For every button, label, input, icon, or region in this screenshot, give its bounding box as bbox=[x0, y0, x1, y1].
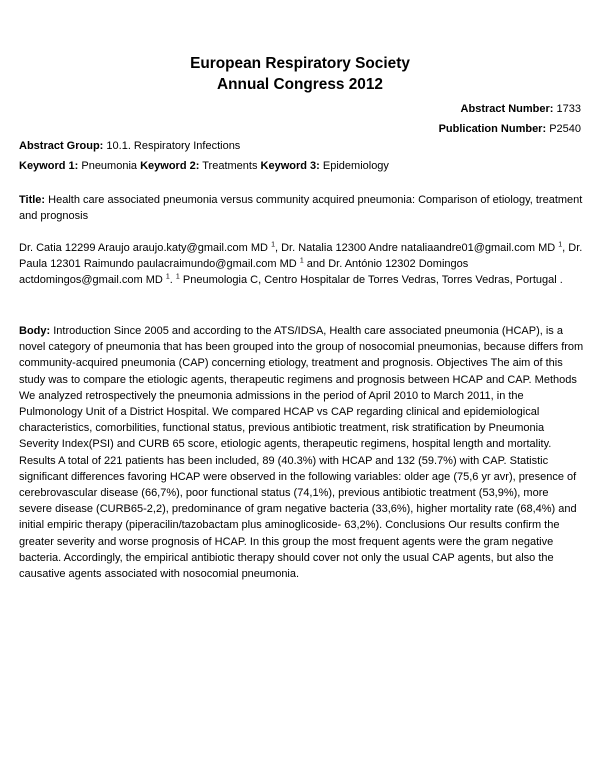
document-header bbox=[0, 53, 600, 95]
author-1: Dr. Catia 12299 Araujo araujo.katy@gmail.com MD bbox=[19, 242, 268, 254]
affiliation-marker: 1 bbox=[271, 241, 275, 249]
author-2: , Dr. Natalia 12300 Andre nataliaandre01@gmail.com MD bbox=[274, 242, 556, 254]
author-3: , Dr. Paula 12301 Raimundo paulacraimundo@gmail.com MD bbox=[19, 242, 583, 271]
abstract-number-line bbox=[439, 100, 581, 120]
affiliation-marker: 1 bbox=[175, 273, 180, 281]
title-label: Title: bbox=[19, 194, 46, 206]
abstract-number: 1733 bbox=[556, 103, 581, 115]
abstract-number-label: Abstract Number: bbox=[460, 103, 554, 115]
keyword1-label: Keyword 1: bbox=[19, 159, 79, 172]
publication-number-label: Publication Number: bbox=[438, 122, 547, 135]
affiliation-marker: 1 bbox=[165, 273, 170, 281]
affiliation-marker: 1 bbox=[299, 257, 304, 265]
affiliation-marker: 1 bbox=[558, 241, 563, 249]
abstract-group-label: Abstract Group: bbox=[19, 140, 104, 152]
affiliation: Pneumologia C, Centro Hospitalar de Torres Vedras, Torres Vedras, Portugal . bbox=[179, 274, 563, 287]
body-label: Body: bbox=[19, 325, 51, 337]
author-separator: . bbox=[169, 274, 176, 287]
keyword3-label: Keyword 3: bbox=[260, 159, 320, 172]
authors-block bbox=[19, 240, 584, 289]
abstract-group-line bbox=[19, 137, 584, 157]
keywords-line bbox=[19, 157, 584, 177]
abstract-meta bbox=[439, 100, 581, 139]
keyword3-value: Epidemiology bbox=[322, 159, 389, 172]
congress-name: Annual Congress 2012 bbox=[217, 76, 383, 93]
society-name: European Respiratory Society bbox=[190, 55, 410, 72]
keyword2-value: Treatments bbox=[202, 159, 258, 172]
abstract-group-value: 10.1. Respiratory Infections bbox=[106, 140, 241, 152]
keyword1-value: Pneumonia bbox=[81, 159, 138, 172]
classification-block bbox=[19, 137, 584, 176]
title-block bbox=[19, 192, 584, 224]
body-text: Introduction Since 2005 and according to the ATS/IDSA, Health care associated pneumonia (HCAP), is a novel category of pneumonia that has been grouped into the group of nosocomial pneumonias, because differs from community-acquired pneumonia (CAP) concerning etiology, treatment and prognosis. Objectives The aim of this study was to compare the etiologic agents, therapeutic regimens and prognosis between HCAP and CAP. Methods We analyzed retrospectively the pneumonia admissions in the period of April 2010 to March 2011, in the Pulmonology Unit of a District Hospital. We compared HCAP vs CAP regarding clinical and epidemiological characteristics, comorbilities, functional status, previous antibiotic treatment, risk stratification by Pneumonia Severity Index(PSI) and CURB 65 score, etiologic agents, therapeutic regimens, hospital length and mortality. Results A total of 221 patients has been included, 89 (40.3%) with HCAP and 132 (59.7%) with CAP. Statistic significant differences favoring HCAP were observed in the following variables: older age (75,6 yr avr), presence of cerebrovascular disease (66,7%), poor functional status (74,1%), previous antibiotic treatment (53,9%), more severe disease (CURB65-2,2), predominance of gram negative bacteria (33,6%), higher mortality rate (68,4%) and initial empiric therapy (piperacilin/tazobactam plus aminoglicoside- 63,2%). Conclusions Our results confirm the greater severity and worse prognosis of HCAP. In this group the most frequent agents were the gram negative bacteria. Accordingly, the empirical antibiotic therapy should cover not only the usual CAP agents, but also the causative agents associated with nosocomial pneumonia. bbox=[19, 325, 584, 581]
body-block bbox=[19, 323, 584, 582]
title-value: Health care associated pneumonia versus community acquired pneumonia: Comparison of etiology, treatment and prognosis bbox=[19, 194, 583, 223]
keyword2-label: Keyword 2: bbox=[140, 159, 200, 172]
author-4: and Dr. António 12302 Domingos actdomingos@gmail.com MD bbox=[19, 258, 469, 287]
publication-number: P2540 bbox=[549, 122, 581, 135]
